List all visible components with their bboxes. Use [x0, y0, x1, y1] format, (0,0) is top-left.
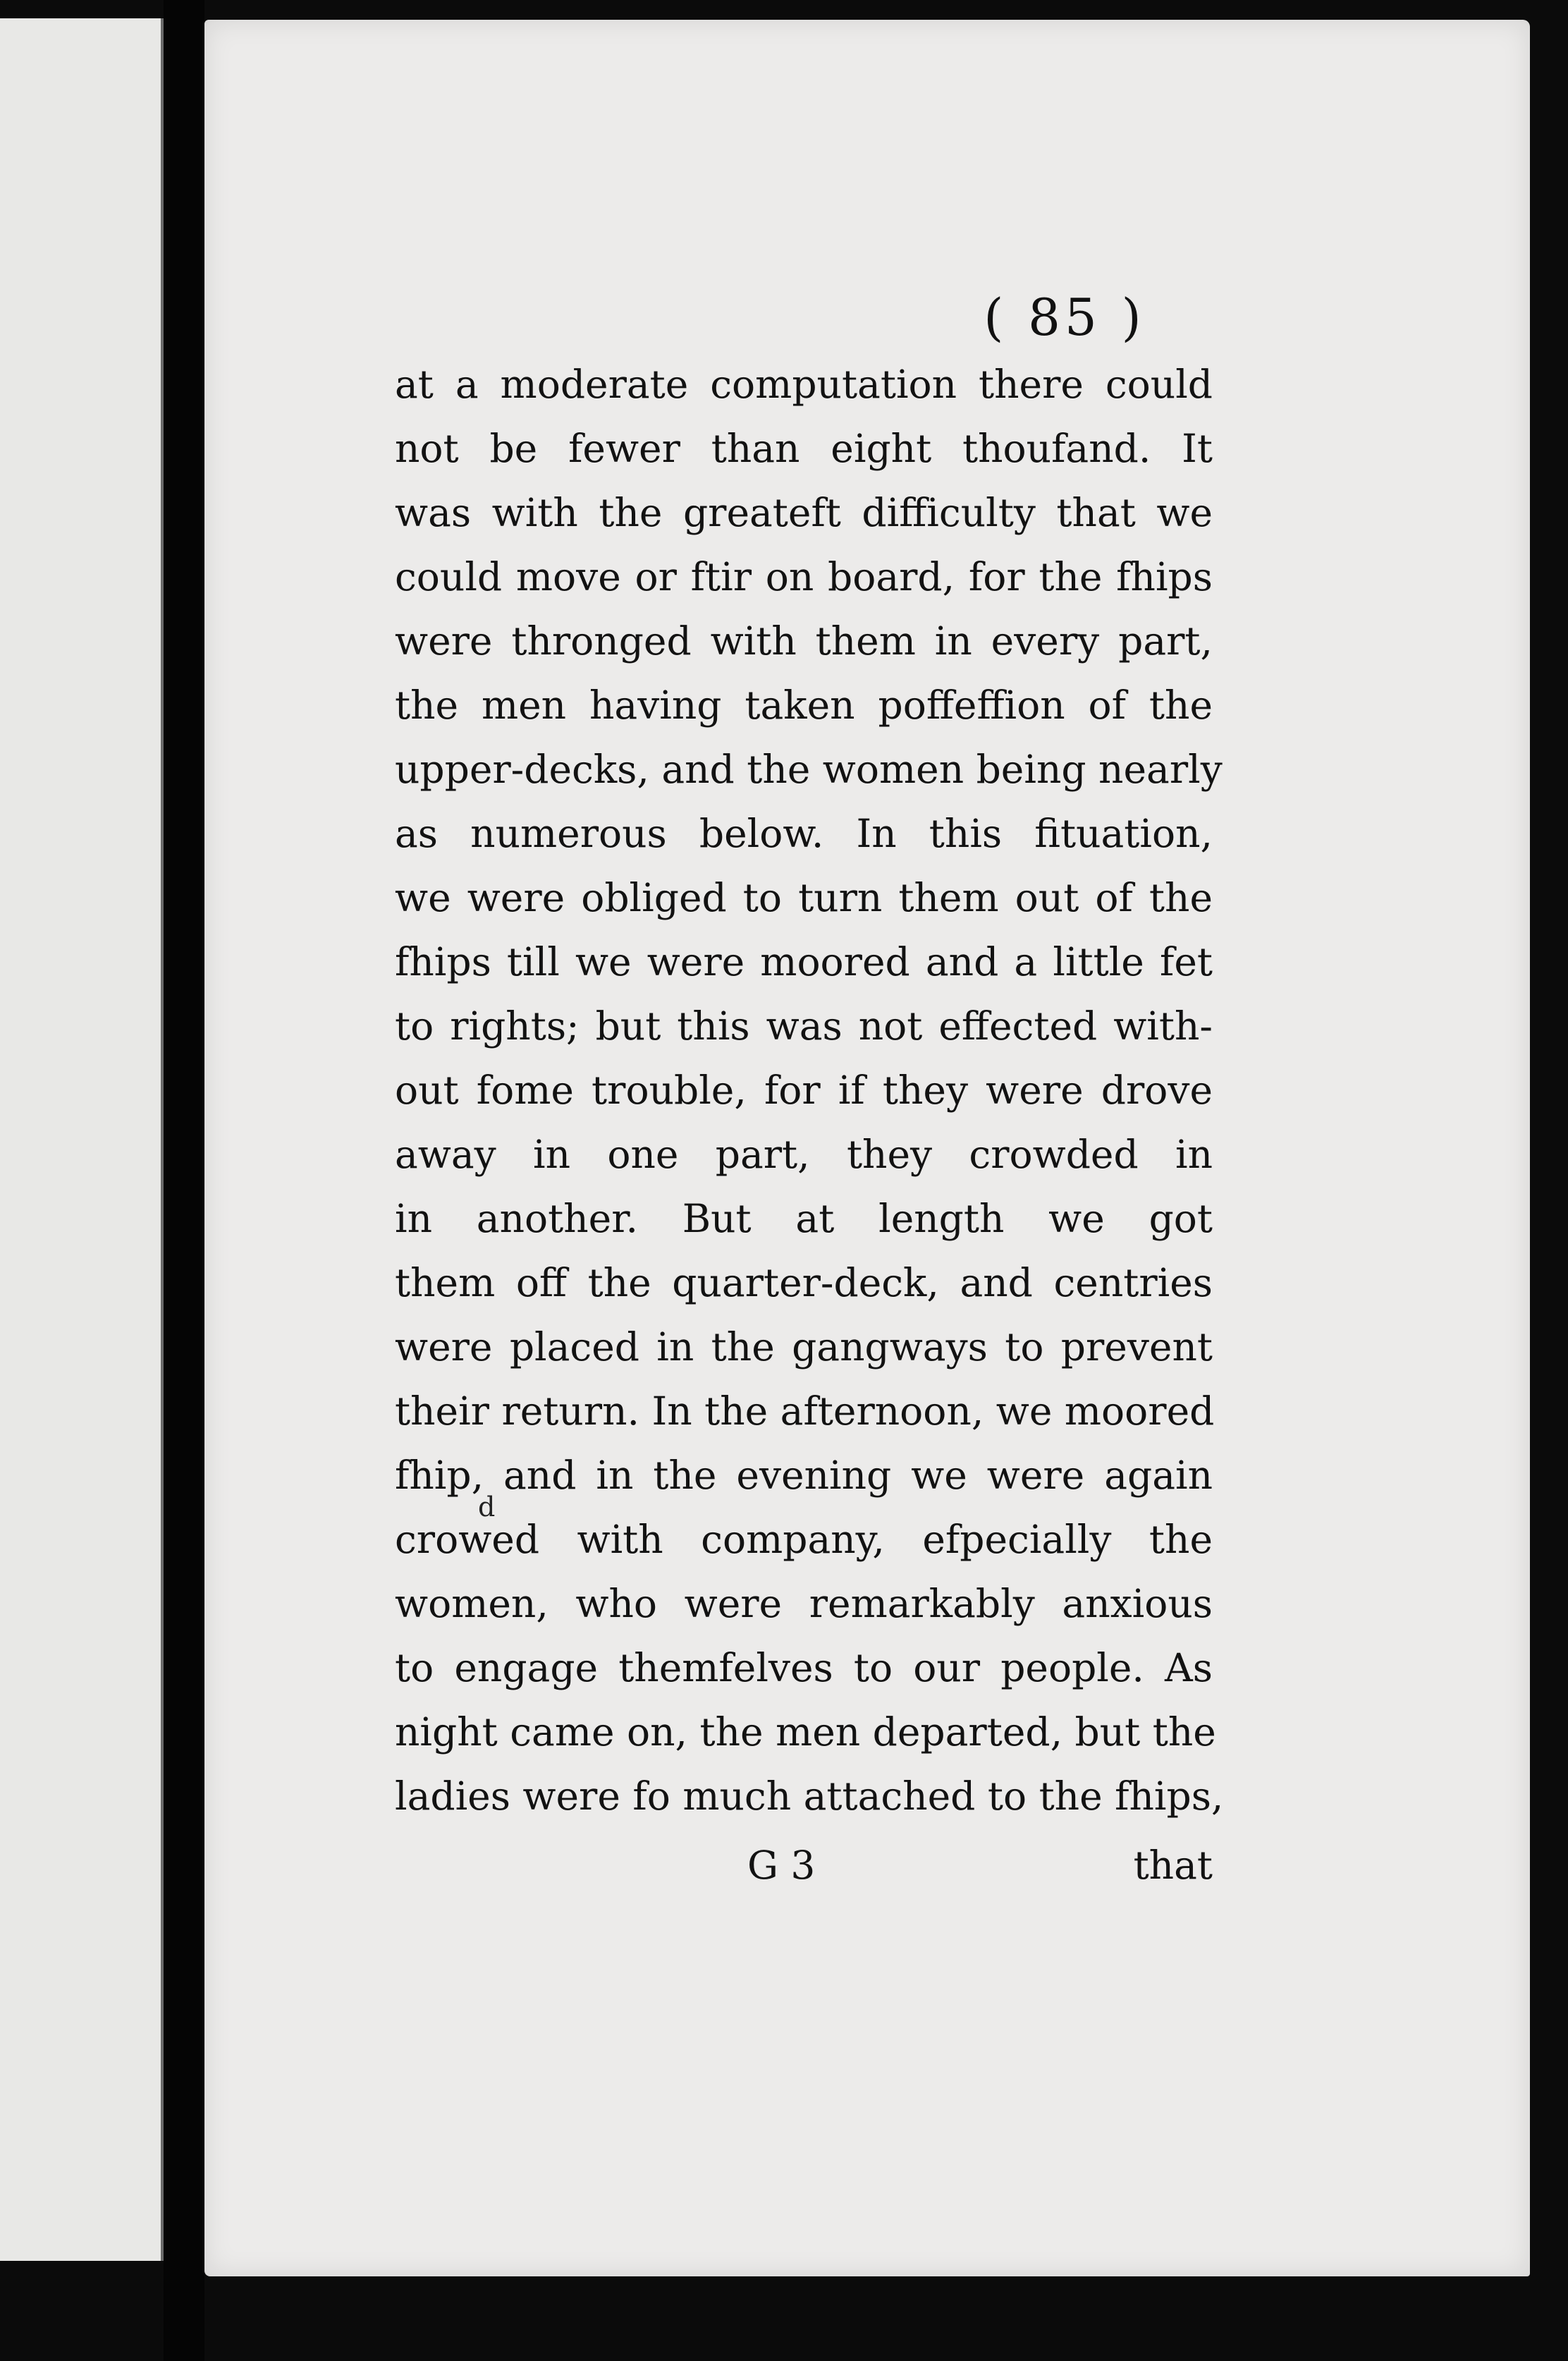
text-line: them off the quarter-deck, and centries	[395, 1260, 1213, 1305]
text-line: upper-decks, and the women being nearly	[395, 747, 1223, 792]
text-line: crowed with company, efpecially the	[395, 1517, 1213, 1562]
text-line: were thronged with them in every part,	[395, 618, 1213, 664]
text-line: ladies were fo much attached to the fhips,	[395, 1774, 1224, 1819]
text-line: could move or ftir on board, for the fhips	[395, 554, 1213, 599]
text-line: at a moderate computation there could	[395, 362, 1213, 407]
page-footer	[747, 1834, 1213, 1898]
text-line: the men having taken poffeffion of the	[395, 683, 1213, 728]
text-line: we were obliged to turn them out of the	[395, 875, 1213, 920]
text-line: away in one part, they crowded in	[395, 1132, 1213, 1177]
handwritten-correction: d	[478, 1491, 496, 1523]
text-line: their return. In the afternoon, we moored	[395, 1389, 1215, 1434]
text-line: was with the greateft difficulty that we	[395, 490, 1213, 535]
text-line: women, who were remarkably anxious	[395, 1581, 1213, 1626]
text-line: fhip, and in the evening we were again	[395, 1453, 1213, 1498]
facing-page-edge	[0, 18, 164, 2261]
text-line: to rights; but this was not effected with-	[395, 1003, 1213, 1049]
text-line: in another. But at length we got	[395, 1196, 1213, 1241]
page-number: ( 85 )	[984, 288, 1146, 347]
text-line: night came on, the men departed, but the	[395, 1709, 1216, 1755]
book-spine	[164, 0, 204, 2361]
signature-mark: G 3	[747, 1843, 816, 1888]
text-line: fhips till we were moored and a little fet	[395, 939, 1213, 984]
text-line: out fome trouble, for if they were drove	[395, 1068, 1213, 1113]
catchword: that	[1133, 1843, 1213, 1888]
body-text	[395, 353, 1224, 1829]
text-line: as numerous below. In this fituation,	[395, 811, 1213, 856]
scan-border	[1530, 0, 1568, 2361]
text-line: to engage themfelves to our people. As	[395, 1645, 1213, 1690]
text-line: were placed in the gangways to prevent	[395, 1324, 1213, 1369]
text-line: not be fewer than eight thoufand. It	[395, 426, 1213, 471]
